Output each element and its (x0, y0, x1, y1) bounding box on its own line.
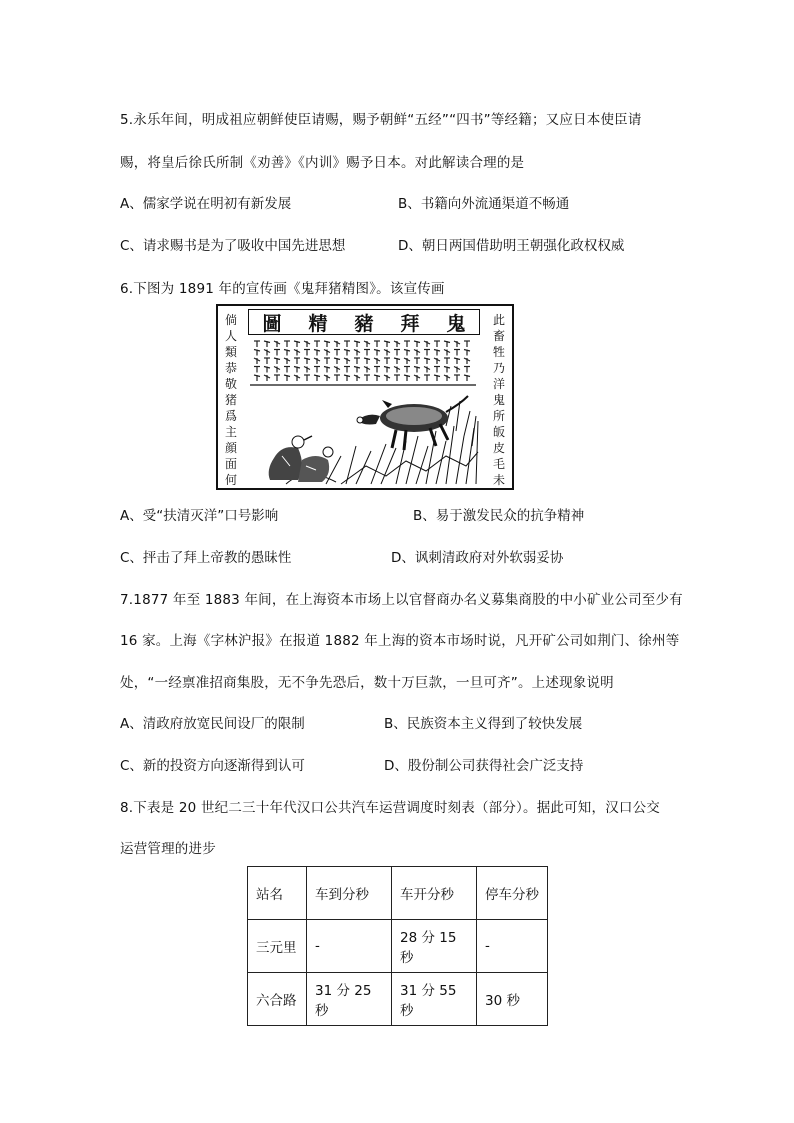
poster-caption-char: 人 (224, 329, 237, 343)
poster-caption-char: 未 (492, 473, 505, 487)
poster-title-char: 鬼 (446, 312, 466, 335)
poster-caption-char: 洋 (492, 377, 505, 391)
poster-caption-char: 牲 (492, 345, 505, 359)
poster-caption-char: 類 (224, 345, 237, 359)
q7-stem-line2: 16 家。上海《字林沪报》在报道 1882 年上海的资本市场时说，凡开矿公司如荆门、徐州等 (120, 633, 680, 649)
q6-stem-line1: 6.下图为 1891 年的宣传画《鬼拜猪精图》。该宣传画 (120, 281, 445, 297)
q7-option-c: C、新的投资方向逐渐得到认可 (120, 758, 305, 774)
poster-caption-char: 乃 (492, 361, 505, 375)
q8-stem-line2: 运营管理的进步 (120, 841, 216, 857)
poster-title-char: 精 (308, 312, 328, 335)
poster-illustration (246, 386, 482, 486)
table-cell: 六合路 (248, 973, 307, 1026)
poster-title (248, 309, 480, 335)
poster-caption-char: 皈 (492, 425, 505, 439)
table-cell: 30 秒 (477, 973, 548, 1026)
poster-left-caption (221, 312, 241, 488)
q6-option-c: C、抨击了拜上帝教的愚昧性 (120, 550, 292, 566)
table-header-cell: 停车分秒 (477, 867, 548, 920)
q8-stem-line1: 8.下表是 20 世纪二三十年代汉口公共汽车运营调度时刻表（部分）。据此可知，汉口公交 (120, 800, 660, 816)
poster-caption-char: 恭 (224, 361, 237, 375)
poster-title-char: 豬 (354, 312, 374, 335)
table-header-cell: 车到分秒 (307, 867, 392, 920)
q5-stem-line1: 5.永乐年间，明成祖应朝鲜使臣请赐，赐予朝鲜“五经”“四书”等经籍；又应日本使臣请 (120, 112, 642, 128)
poster-title-char: 圖 (262, 312, 282, 335)
poster-caption-char: 猪 (224, 393, 237, 407)
poster-caption-char: 畜 (492, 329, 505, 343)
poster-caption-char: 爲 (224, 409, 237, 423)
table-cell: 31 分 25 秒 (307, 973, 392, 1026)
poster-caption-char: 敬 (224, 377, 237, 391)
q5-option-c: C、请求赐书是为了吸收中国先进思想 (120, 238, 346, 254)
q5-option-b: B、书籍向外流通渠道不畅通 (398, 196, 570, 212)
table-row (248, 920, 548, 973)
table-header-cell: 车开分秒 (392, 867, 477, 920)
q7-stem-line1: 7.1877 年至 1883 年间，在上海资本市场上以官督商办名义募集商股的中小矿业公司至少有 (120, 592, 683, 608)
table-cell: 三元里 (248, 920, 307, 973)
table-row (248, 973, 548, 1026)
q5-option-d: D、朝日两国借助明王朝强化政权权威 (398, 238, 625, 254)
poster-caption-char: 主 (224, 425, 237, 439)
q6-option-a: A、受“扶清灭洋”口号影响 (120, 508, 279, 524)
q6-option-d: D、讽刺清政府对外软弱妥协 (391, 550, 564, 566)
poster-caption-char: 顔 (224, 441, 237, 455)
poster-fine-print (250, 338, 476, 386)
poster-title-char: 拜 (400, 312, 420, 335)
table-header-cell: 站名 (248, 867, 307, 920)
kneeling-figures (269, 436, 333, 482)
q5-option-a: A、儒家学说在明初有新发展 (120, 196, 292, 212)
q7-option-b: B、民族资本主义得到了较快发展 (384, 716, 583, 732)
q5-stem-line2: 赐，将皇后徐氏所制《劝善》《内训》赐予日本。对此解读合理的是 (120, 155, 525, 171)
table-cell: 28 分 15 秒 (392, 920, 477, 973)
bus-schedule-table (247, 866, 548, 1026)
poster-caption-char: 所 (492, 409, 505, 423)
propaganda-poster (216, 304, 514, 490)
poster-caption-char: 毛 (492, 457, 505, 471)
q6-option-b: B、易于激发民众的抗争精神 (413, 508, 585, 524)
poster-caption-char: 何 (224, 473, 237, 487)
poster-caption-char: 鬼 (492, 393, 505, 407)
table-header-row (248, 867, 548, 920)
table-cell: 31 分 55 秒 (392, 973, 477, 1026)
q7-option-a: A、清政府放宽民间设厂的限制 (120, 716, 305, 732)
poster-caption-char: 面 (224, 457, 237, 471)
poster-right-caption (489, 312, 509, 488)
poster-caption-char: 皮 (492, 441, 505, 455)
table-cell: - (307, 920, 392, 973)
poster-caption-char: 此 (492, 313, 505, 327)
poster-caption-char: 倘 (224, 313, 237, 327)
table-cell: - (477, 920, 548, 973)
q7-option-d: D、股份制公司获得社会广泛支持 (384, 758, 584, 774)
q7-stem-line3: 处，“一经禀准招商集股，无不争先恐后，数十万巨款，一旦可齐”。上述现象说明 (120, 675, 614, 691)
